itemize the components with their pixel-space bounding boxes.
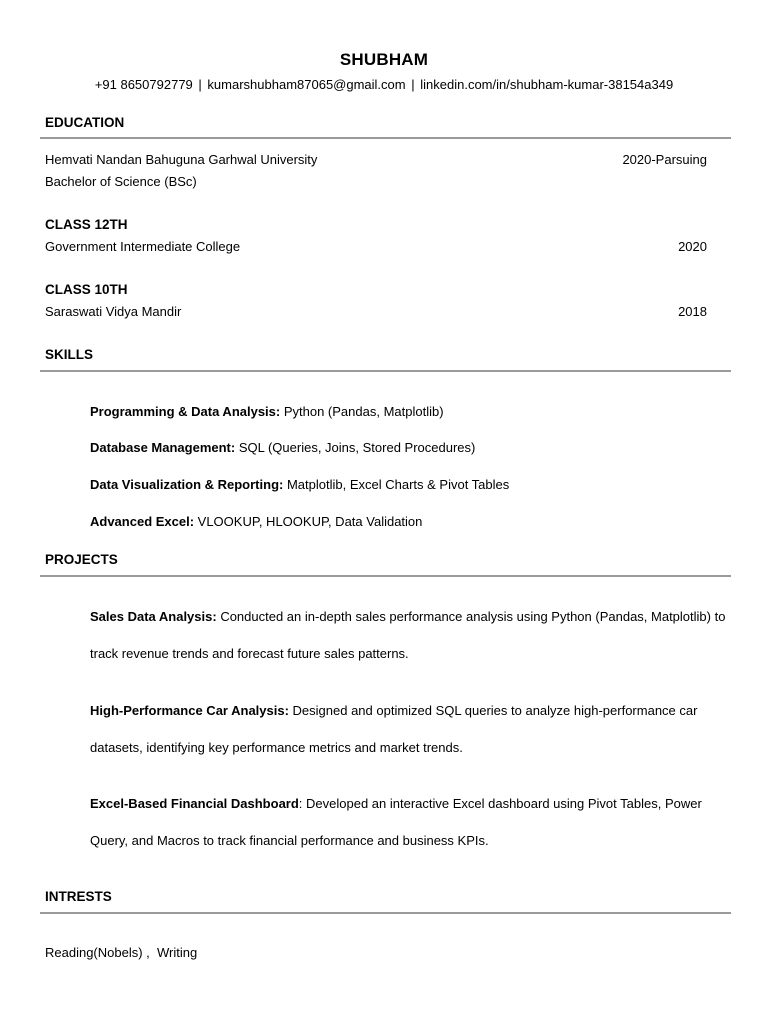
project-description: Conducted an in-depth sales performance analysis using Python (Pandas, Matplotlib) to track revenue trends and forecast future sales patterns. [90,609,726,661]
education-heading: EDUCATION [45,115,125,130]
skill-item [90,477,509,492]
skill-value: Matplotlib, Excel Charts & Pivot Tables [283,477,510,492]
section-divider [40,370,731,372]
university-years: 2020-Parsuing [622,152,707,167]
linkedin-url: linkedin.com/in/shubham-kumar-38154a349 [420,77,674,92]
degree-name: Bachelor of Science (BSc) [45,174,197,189]
contact-separator: | [198,77,202,92]
project-item [90,785,730,859]
project-item [90,598,730,672]
project-label: Excel-Based Financial Dashboard [90,796,299,811]
skill-value: VLOOKUP, HLOOKUP, Data Validation [194,514,423,529]
skill-label: Advanced Excel: [90,514,195,529]
skill-item [90,404,444,419]
class10-heading: CLASS 10TH [45,282,128,297]
contact-line [0,77,768,92]
skill-label: Database Management: [90,440,236,455]
skill-label: Programming & Data Analysis: [90,404,281,419]
class10-year: 2018 [678,304,707,319]
skills-heading: SKILLS [45,347,94,362]
projects-heading: PROJECTS [45,552,118,567]
university-name: Hemvati Nandan Bahuguna Garhwal University [45,152,318,167]
email-address: kumarshubham87065@gmail.com [207,77,406,92]
class10-institution: Saraswati Vidya Mandir [45,304,182,319]
section-divider [40,137,731,139]
skill-value: Python (Pandas, Matplotlib) [280,404,444,419]
phone-number: +91 8650792779 [94,77,193,92]
interests-heading: INTRESTS [45,889,112,904]
skill-item [90,440,475,455]
skill-item [90,514,422,529]
class12-institution: Government Intermediate College [45,239,241,254]
project-label: High-Performance Car Analysis: [90,703,289,718]
section-divider [40,575,731,577]
project-label: Sales Data Analysis: [90,609,217,624]
skill-value: SQL (Queries, Joins, Stored Procedures) [235,440,476,455]
class12-year: 2020 [678,239,707,254]
project-description: : Developed an interactive Excel dashboard using Pivot Tables, Power Query, and Macros to track financial performance and business KPIs. [90,796,702,848]
project-item [90,692,730,766]
section-divider [40,912,731,914]
interests-text: Reading(Nobels) , Writing [45,945,198,960]
resume-name: SHUBHAM [339,50,429,69]
skill-label: Data Visualization & Reporting: [90,477,284,492]
contact-separator: | [411,77,415,92]
project-description: Designed and optimized SQL queries to analyze high-performance car datasets, identifying key performance metrics and market trends. [90,703,698,755]
class12-heading: CLASS 12TH [45,217,128,232]
